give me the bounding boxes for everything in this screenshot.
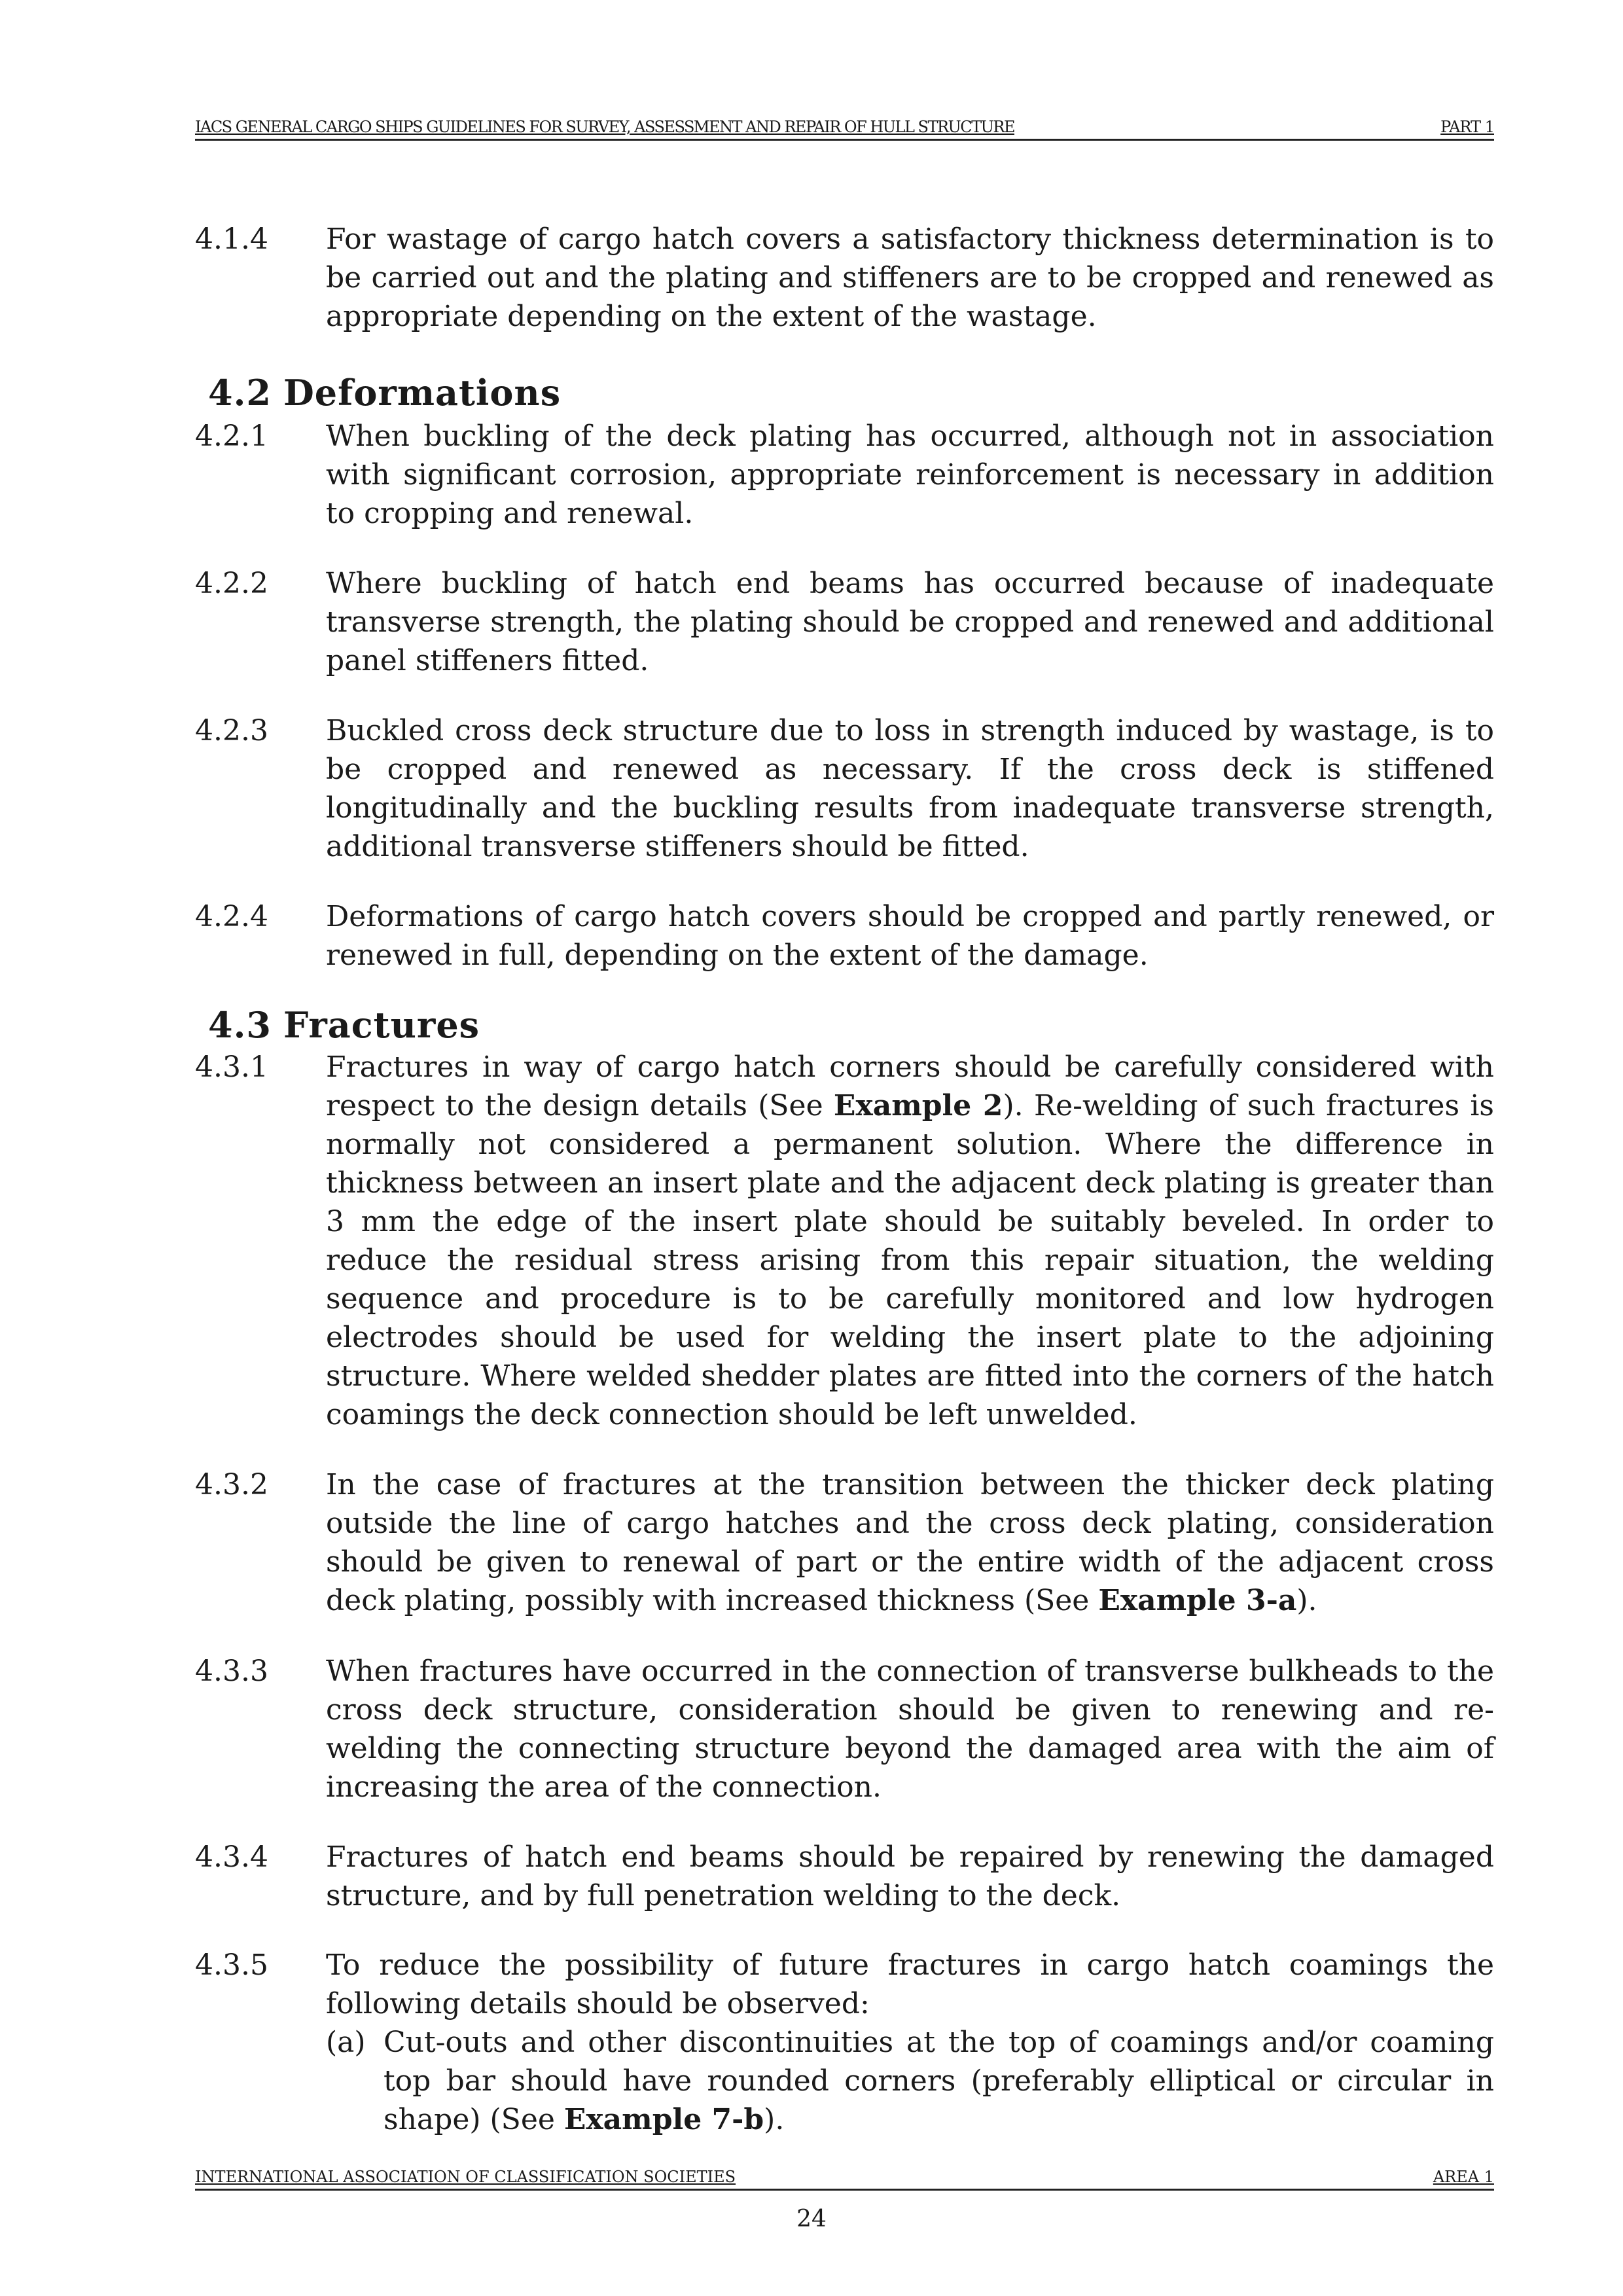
- page-number: 24: [796, 2206, 827, 2233]
- paragraph-text: Fractures of hatch end beams should be repaired by renewing the damaged structure, and by full penetration welding to the deck.: [326, 1840, 1494, 1912]
- section-number: 4.3: [208, 1004, 272, 1046]
- paragraph-number: 4.3.1: [195, 1050, 268, 1084]
- example-reference: Example 2: [833, 1089, 1003, 1122]
- list-item-text: [383, 2023, 1494, 2139]
- paragraph-number: 4.3.5: [195, 1948, 268, 1982]
- paragraph-4-1-4: [195, 220, 1494, 336]
- section-heading-deformations: [208, 372, 573, 414]
- page-footer: [195, 2166, 1494, 2191]
- paragraph-number: 4.3.2: [195, 1468, 268, 1501]
- example-reference: Example 3-a: [1098, 1584, 1297, 1617]
- paragraph-4-3-2: [195, 1465, 1494, 1620]
- paragraph-number: 4.2.1: [195, 420, 268, 453]
- list-item-label: (a): [326, 2026, 366, 2059]
- paragraph-number: 4.2.2: [195, 567, 268, 600]
- section-number: 4.2: [208, 372, 272, 414]
- paragraph-4-3-1: [195, 1048, 1494, 1434]
- footer-organization: INTERNATIONAL ASSOCIATION OF CLASSIFICATION SOCIETIES: [195, 2168, 736, 2186]
- paragraph-text: [326, 1465, 1494, 1620]
- section-heading-fractures: [208, 1004, 491, 1046]
- paragraph-4-2-2: [195, 564, 1494, 680]
- text-run: ).: [764, 2103, 785, 2136]
- paragraph-4-2-1: [195, 417, 1494, 533]
- text-run: ).: [1296, 1584, 1317, 1617]
- text-run: Cut-outs and other discontinuities at the top of coamings and/or coaming top bar should have rounded corners (preferably elliptical or circular in shape) (See: [383, 2026, 1494, 2136]
- header-title: IACS GENERAL CARGO SHIPS GUIDELINES FOR SURVEY, ASSESSMENT AND REPAIR OF HULL STRUCTURE: [195, 118, 1014, 136]
- paragraph-number: 4.3.4: [195, 1840, 268, 1874]
- paragraph-text: When fractures have occurred in the connection of transverse bulkheads to the cross deck structure, consideration should be given to renewing and re-welding the connecting structure beyond the damaged area with the aim of increasing the area of the connection.: [326, 1655, 1494, 1804]
- paragraph-4-3-3: [195, 1652, 1494, 1806]
- paragraph-text: Where buckling of hatch end beams has occurred because of inadequate transverse strength, the plating should be cropped and renewed and additional panel stiffeners fitted.: [326, 567, 1494, 677]
- text-run: In the case of fractures at the transition between the thicker deck plating outside the line of cargo hatches and the cross deck plating, consideration should be given to renewal of part or the entire width of the adjacent cross deck plating, possibly with increased thickness (See: [326, 1468, 1494, 1617]
- paragraph-text: Buckled cross deck structure due to loss in strength induced by wastage, is to be cropped and renewed as necessary. If the cross deck is stiffened longitudinally and the buckling results from inadequate transverse strength, additional transverse stiffeners should be fitted.: [326, 714, 1494, 863]
- header-part: PART 1: [1440, 118, 1494, 136]
- paragraph-text: [326, 1048, 1494, 1434]
- paragraph-text: For wastage of cargo hatch covers a satisfactory thickness determination is to be carried out and the plating and stiffeners are to be cropped and renewed as appropriate depending on the extent of the wastage.: [326, 223, 1494, 333]
- paragraph-text: Deformations of cargo hatch covers should be cropped and partly renewed, or renewed in full, depending on the extent of the damage.: [326, 900, 1494, 972]
- paragraph-number: 4.1.4: [195, 223, 268, 256]
- paragraph-4-3-5: [195, 1946, 1494, 2139]
- text-run: Fractures in way of cargo hatch corners should be carefully considered with respect to the design details (See: [326, 1050, 1494, 1122]
- paragraph-text: To reduce the possibility of future fractures in cargo hatch coamings the following details should be observed:: [326, 1948, 1494, 2020]
- section-title: Fractures: [283, 1004, 480, 1046]
- example-reference: Example 7-b: [563, 2103, 764, 2136]
- list-item-a: [326, 2023, 1494, 2139]
- paragraph-number: 4.2.3: [195, 714, 268, 747]
- footer-area: AREA 1: [1433, 2168, 1494, 2186]
- paragraph-text: When buckling of the deck plating has occurred, although not in association with significant corrosion, appropriate reinforcement is necessary in addition to cropping and renewal.: [326, 420, 1494, 530]
- paragraph-4-3-4: [195, 1838, 1494, 1915]
- paragraph-number: 4.2.4: [195, 900, 268, 933]
- section-title: Deformations: [283, 372, 562, 414]
- page-header: [195, 115, 1494, 141]
- paragraph-number: 4.3.3: [195, 1655, 268, 1688]
- text-run: ). Re-welding of such fractures is normally not considered a permanent solution. Where the difference in thickness between an insert plate and the adjacent deck plating is greater than 3 mm the edge of the insert plate should be suitably beveled. In order to reduce the residual stress arising from this repair situation, the welding sequence and procedure is to be carefully monitored and low hydrogen electrodes should be used for welding the insert plate to the adjoining structure. Where welded shedder plates are fitted into the corners of the hatch coamings the deck connection should be left unwelded.: [326, 1089, 1494, 1431]
- paragraph-4-2-4: [195, 897, 1494, 975]
- paragraph-4-2-3: [195, 711, 1494, 866]
